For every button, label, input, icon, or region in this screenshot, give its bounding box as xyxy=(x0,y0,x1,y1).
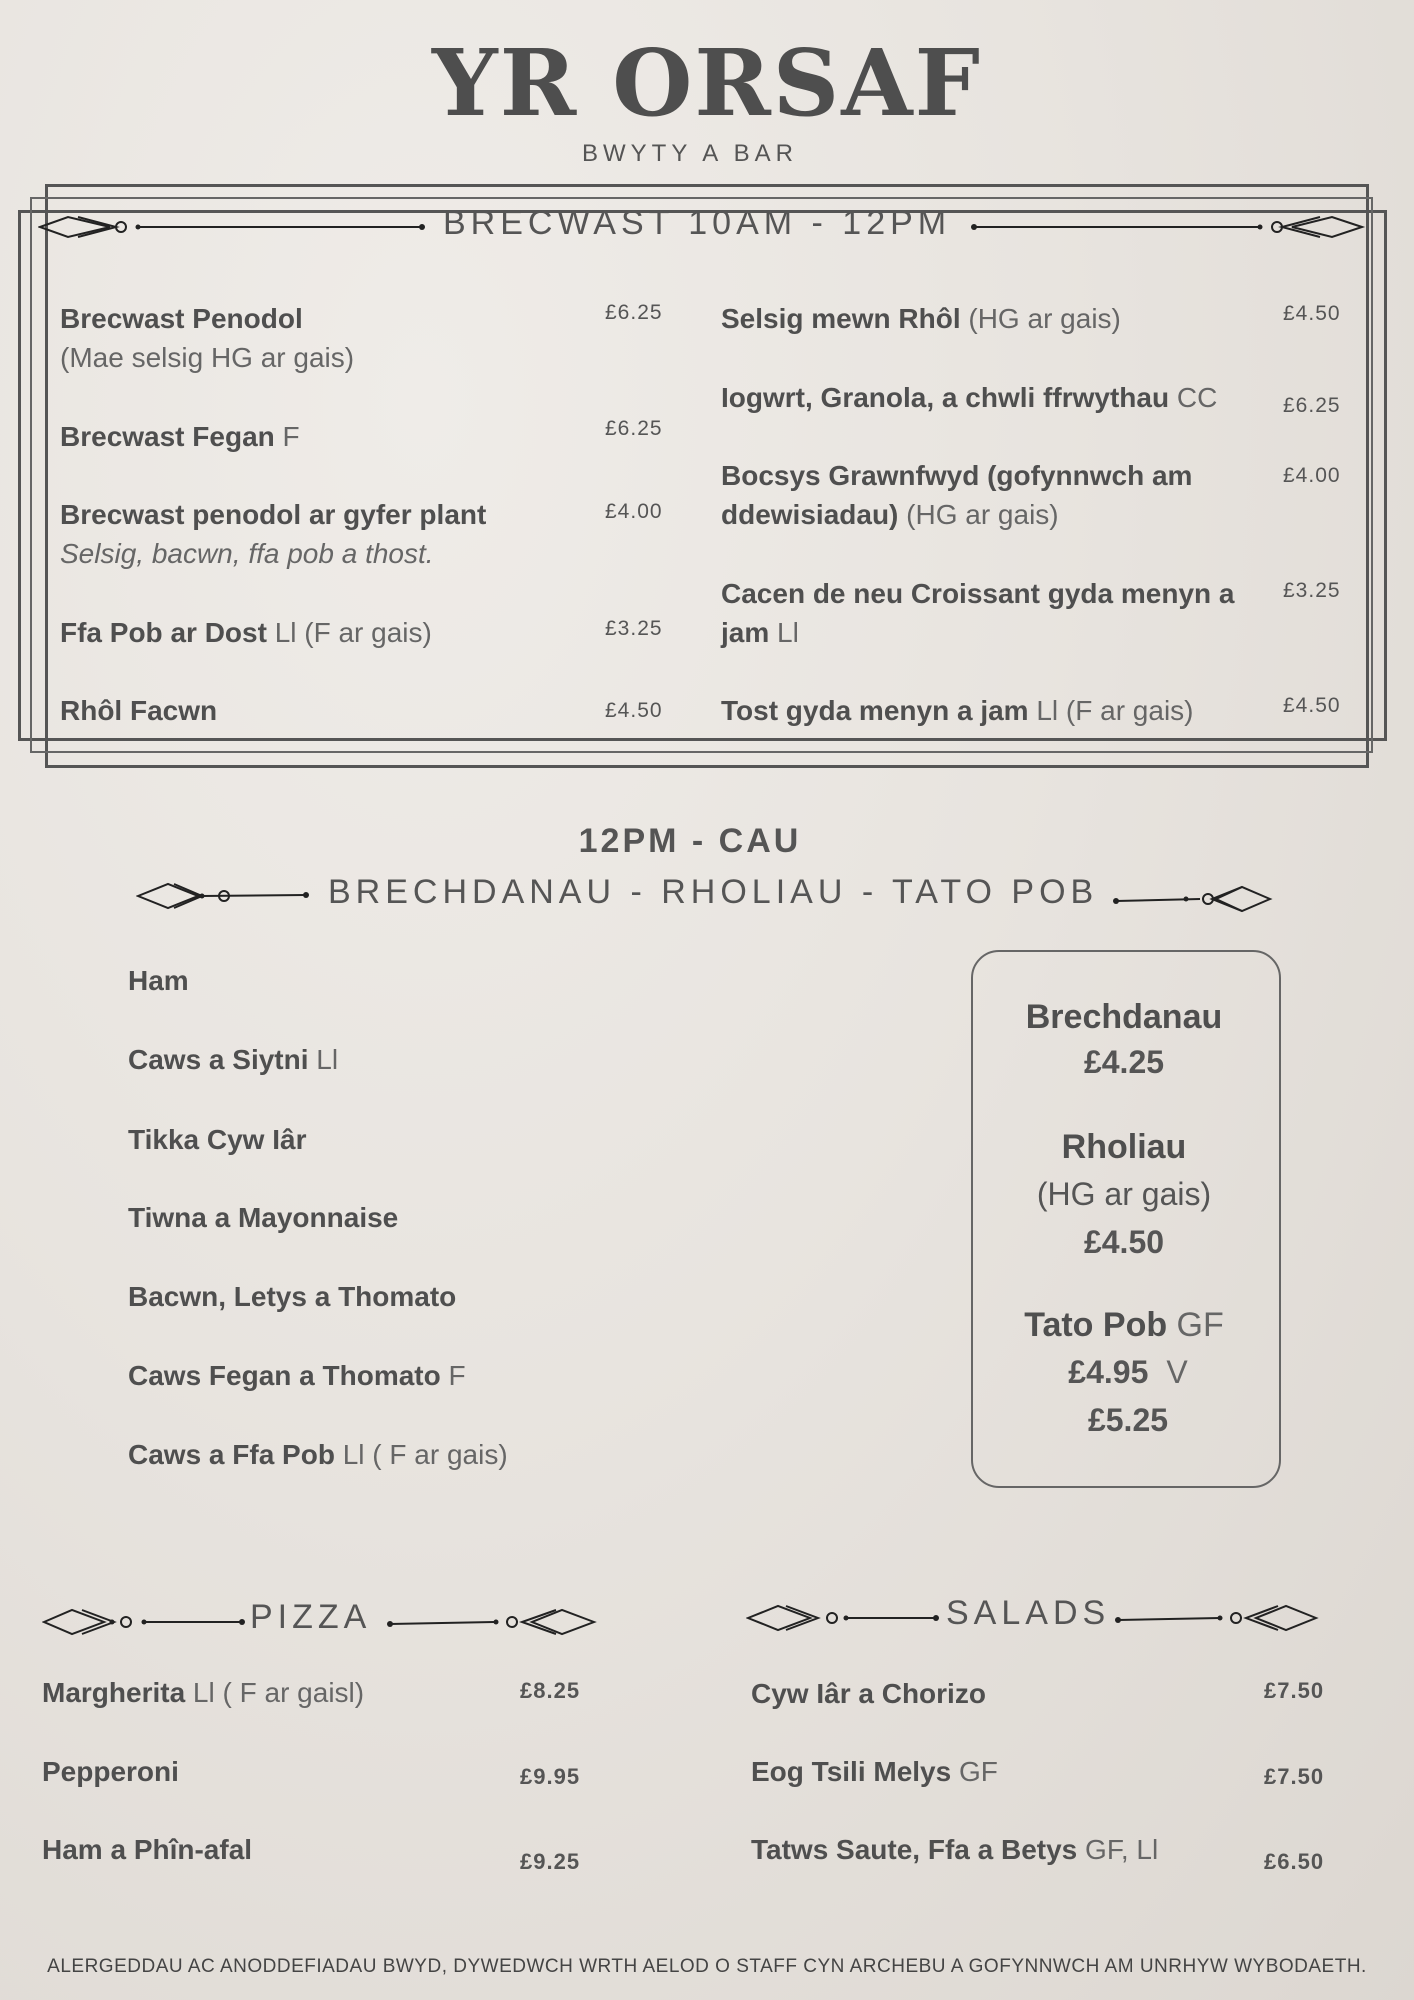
menu-item-price: £3.25 xyxy=(1283,579,1341,602)
ornament-divider-left-icon xyxy=(38,212,428,242)
salad-item: Tatws Saute, Ffa a Betys GF, Ll xyxy=(751,1834,1159,1865)
sandwich-label: Brechdanau xyxy=(1025,998,1223,1036)
pizza-item: Pepperoni xyxy=(42,1756,179,1787)
ornament-divider-left-icon xyxy=(136,880,312,912)
menu-item-price: £6.25 xyxy=(605,417,663,440)
lunch-heading: BRECHDANAU - RHOLIAU - TATO POB xyxy=(328,873,1099,911)
ornament-divider-right-icon xyxy=(1112,882,1274,914)
salad-price: £7.50 xyxy=(1264,1678,1325,1703)
potato-price-v: £4.95 V xyxy=(1068,1354,1188,1390)
menu-item-price: £4.50 xyxy=(1283,302,1341,325)
pizza-price: £9.25 xyxy=(520,1849,581,1874)
salad-item: Eog Tsili Melys GF xyxy=(751,1756,998,1787)
filling-item: Bacwn, Letys a Thomato xyxy=(128,1281,457,1312)
salad-price: £7.50 xyxy=(1264,1764,1325,1789)
filling-item: Ham xyxy=(128,965,189,996)
ornament-divider-right-icon xyxy=(386,1606,598,1638)
menu-item: Cacen de neu Croissant gyda menyn a jam Ll xyxy=(721,578,1235,648)
pizza-item: Margherita Ll ( F ar gaisl) xyxy=(42,1677,365,1708)
menu-item-price: £4.00 xyxy=(605,500,663,523)
pizza-item: Ham a Phîn-afal xyxy=(42,1834,253,1865)
menu-item-price: £6.25 xyxy=(1283,394,1341,417)
pizza-heading: PIZZA xyxy=(250,1598,372,1636)
allergy-notice: ALERGEDDAU AC ANODDEFIADAU BWYD, DYWEDWCH WRTH AELOD O STAFF CYN ARCHEBU A GOFYNNWCH AM UNRHYW WYBODAETH. xyxy=(47,1956,1367,1977)
menu-item-price: £4.50 xyxy=(1283,694,1341,717)
menu-item-price: £3.25 xyxy=(605,617,663,640)
menu-item-price: £4.50 xyxy=(605,699,663,722)
salads-heading: SALADS xyxy=(946,1594,1111,1632)
filling-item: Tikka Cyw Iâr xyxy=(128,1124,307,1155)
potato-price: £5.25 xyxy=(1087,1402,1169,1438)
menu-item-price: £6.25 xyxy=(605,301,663,324)
menu-item: Tost gyda menyn a jam Ll (F ar gais) xyxy=(721,695,1194,726)
menu-item-price: £4.00 xyxy=(1283,464,1341,487)
ornament-divider-right-icon xyxy=(1114,1602,1320,1634)
pizza-price: £8.25 xyxy=(520,1678,581,1703)
filling-item: Caws a Ffa Pob Ll ( F ar gais) xyxy=(128,1439,508,1470)
potato-label: Tato Pob GF xyxy=(1024,1306,1224,1344)
menu-item: Iogwrt, Granola, a chwli ffrwythau CC xyxy=(721,382,1218,413)
menu-item: Bocsys Grawnfwyd (gofynnwch am ddewisiadau) (HG ar gais) xyxy=(721,460,1193,530)
filling-item: Caws Fegan a Thomato F xyxy=(128,1360,466,1391)
menu-item: Brecwast Penodol (Mae selsig HG ar gais) xyxy=(60,303,355,373)
salad-price: £6.50 xyxy=(1264,1849,1325,1874)
roll-note: (HG ar gais) xyxy=(1036,1176,1212,1212)
menu-item: Ffa Pob ar Dost Ll (F ar gais) xyxy=(60,617,432,648)
menu-item: Selsig mewn Rhôl (HG ar gais) xyxy=(721,303,1121,334)
roll-price: £4.50 xyxy=(1083,1224,1165,1260)
salad-item: Cyw Iâr a Chorizo xyxy=(751,1678,986,1709)
pizza-price: £9.95 xyxy=(520,1764,581,1789)
menu-item: Rhôl Facwn xyxy=(60,695,218,726)
restaurant-title: YR ORSAF xyxy=(432,29,982,137)
breakfast-heading: BRECWAST 10AM - 12PM xyxy=(443,204,952,242)
menu-item: Brecwast Fegan F xyxy=(60,421,300,452)
sandwich-price: £4.25 xyxy=(1083,1044,1165,1080)
ornament-divider-left-icon xyxy=(42,1606,248,1638)
roll-label: Rholiau xyxy=(1061,1128,1187,1166)
lunch-time-heading: 12PM - CAU xyxy=(578,822,802,860)
filling-item: Tiwna a Mayonnaise xyxy=(128,1202,399,1233)
restaurant-subtitle: BWYTY A BAR xyxy=(582,140,798,167)
menu-item: Brecwast penodol ar gyfer plant Selsig, bacwn, ffa pob a thost. xyxy=(60,499,487,569)
ornament-divider-right-icon xyxy=(970,212,1366,242)
ornament-divider-left-icon xyxy=(746,1602,942,1634)
filling-item: Caws a Siytni Ll xyxy=(128,1044,339,1075)
